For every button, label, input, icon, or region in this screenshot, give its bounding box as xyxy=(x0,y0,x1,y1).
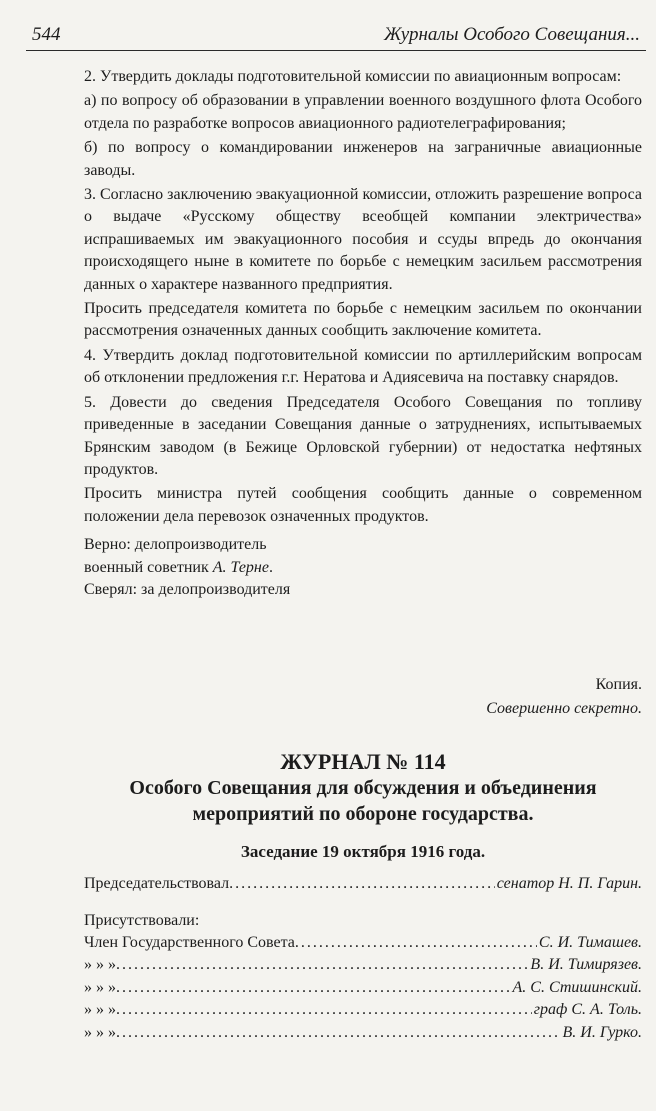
session-date: Заседание 19 октября 1916 года. xyxy=(240,841,486,861)
paragraph-item-3: 3. Согласно заключению эвакуационной комиссии, отложить разрешение вопроса о выдаче «Русскому обществу всеобщей компании электричества» испрашиваемых им эвакуационного пособия и ссуды впредь до окончания происходящего ныне в комитете по борьбе с немецким засильем рассмотрения данных о характере названного предприятия. xyxy=(84,186,643,293)
page-number: 544 xyxy=(32,24,61,45)
leader-dots xyxy=(116,1022,560,1044)
leader-dots xyxy=(229,873,495,895)
journal-subtitle-line1: Особого Совещания для обсуждения и объединения xyxy=(129,776,597,799)
journal-section xyxy=(84,674,642,1044)
copy-mark: Копия. xyxy=(595,676,642,693)
attendee-row: » » » ..... В. И. Тимирязев. xyxy=(84,954,642,976)
leader-dots xyxy=(116,954,528,976)
chair-row xyxy=(84,873,642,895)
journal-title: ЖУРНАЛ № 114 xyxy=(280,748,446,774)
attendee-name: С. И. Тимашев. xyxy=(538,934,642,952)
paragraph-item-2: 2. Утвердить доклады подготовительной комиссии по авиационным вопросам: xyxy=(84,68,622,85)
attendee-name: В. И. Тимирязев. xyxy=(530,956,642,974)
attendee-name: граф С. А. Толь. xyxy=(533,1001,642,1019)
signature-checked: Сверял: за делопроизводителя xyxy=(84,580,291,598)
paragraph-item-5: 5. Довести до сведения Председателя Особого Совещания по топливу приведенные в заседании Совещания данные о затруднениях, испытываемых Брянским заводом (в Бежице Орловской губернии) от недостатка нефтяных продуктов. xyxy=(84,393,642,478)
attendee-name: А. С. Стишинский. xyxy=(512,978,642,996)
signature-official: военный советник А. Терне. xyxy=(84,558,273,576)
attendee-name: В. И. Гурко. xyxy=(562,1023,642,1041)
signature-verified: Верно: делопроизводитель xyxy=(84,536,267,554)
leader-dots xyxy=(116,977,511,999)
chair-name: сенатор Н. П. Гарин. xyxy=(496,875,642,893)
page-header xyxy=(26,18,646,51)
paragraph-item-3-request: Просить председателя комитета по борьбе с немецким засильем по окончании рассмотрения означенных данных сообщить заключение комитета. xyxy=(84,300,642,340)
leader-dots xyxy=(295,932,537,954)
attendee-row: » » » ..... А. С. Стишинский. xyxy=(84,977,642,999)
attendee-row: Член Государственного Совета ..... С. И. Тимашев. xyxy=(84,932,642,954)
paragraph-item-4: 4. Утвердить доклад подготовительной комиссии по артиллерийским вопросам об отклонении предложения г.г. Нератова и Адиясевича на поставку снарядов. xyxy=(84,346,642,387)
paragraph-item-2b: б) по вопросу о командировании инженеров на заграничные авиационные заводы. xyxy=(84,139,642,179)
page-body xyxy=(84,66,642,601)
chair-label: Председательствовал xyxy=(84,875,230,893)
running-title: Журналы Особого Совещания... xyxy=(383,24,640,45)
paragraph-item-5-request: Просить министра путей сообщения сообщить данные о современном положении дела перевозок означенных продуктов. xyxy=(84,485,642,525)
secret-mark: Совершенно секретно. xyxy=(486,700,642,718)
signature-name: А. Терне xyxy=(212,558,269,576)
leader-dots xyxy=(116,999,532,1021)
attendee-row: » » » ..... В. И. Гурко. xyxy=(84,1022,642,1044)
paragraph-item-2a: а) по вопросу об образовании в управлении военного воздушного флота Особого отдела по разработке вопросов авиационного радиотелеграфирования; xyxy=(84,92,642,132)
attendee-row: » » » ..... граф С. А. Толь. xyxy=(84,999,642,1021)
present-label: Присутствовали: xyxy=(84,911,200,929)
journal-subtitle-line2: мероприятий по обороне государства. xyxy=(192,802,534,825)
